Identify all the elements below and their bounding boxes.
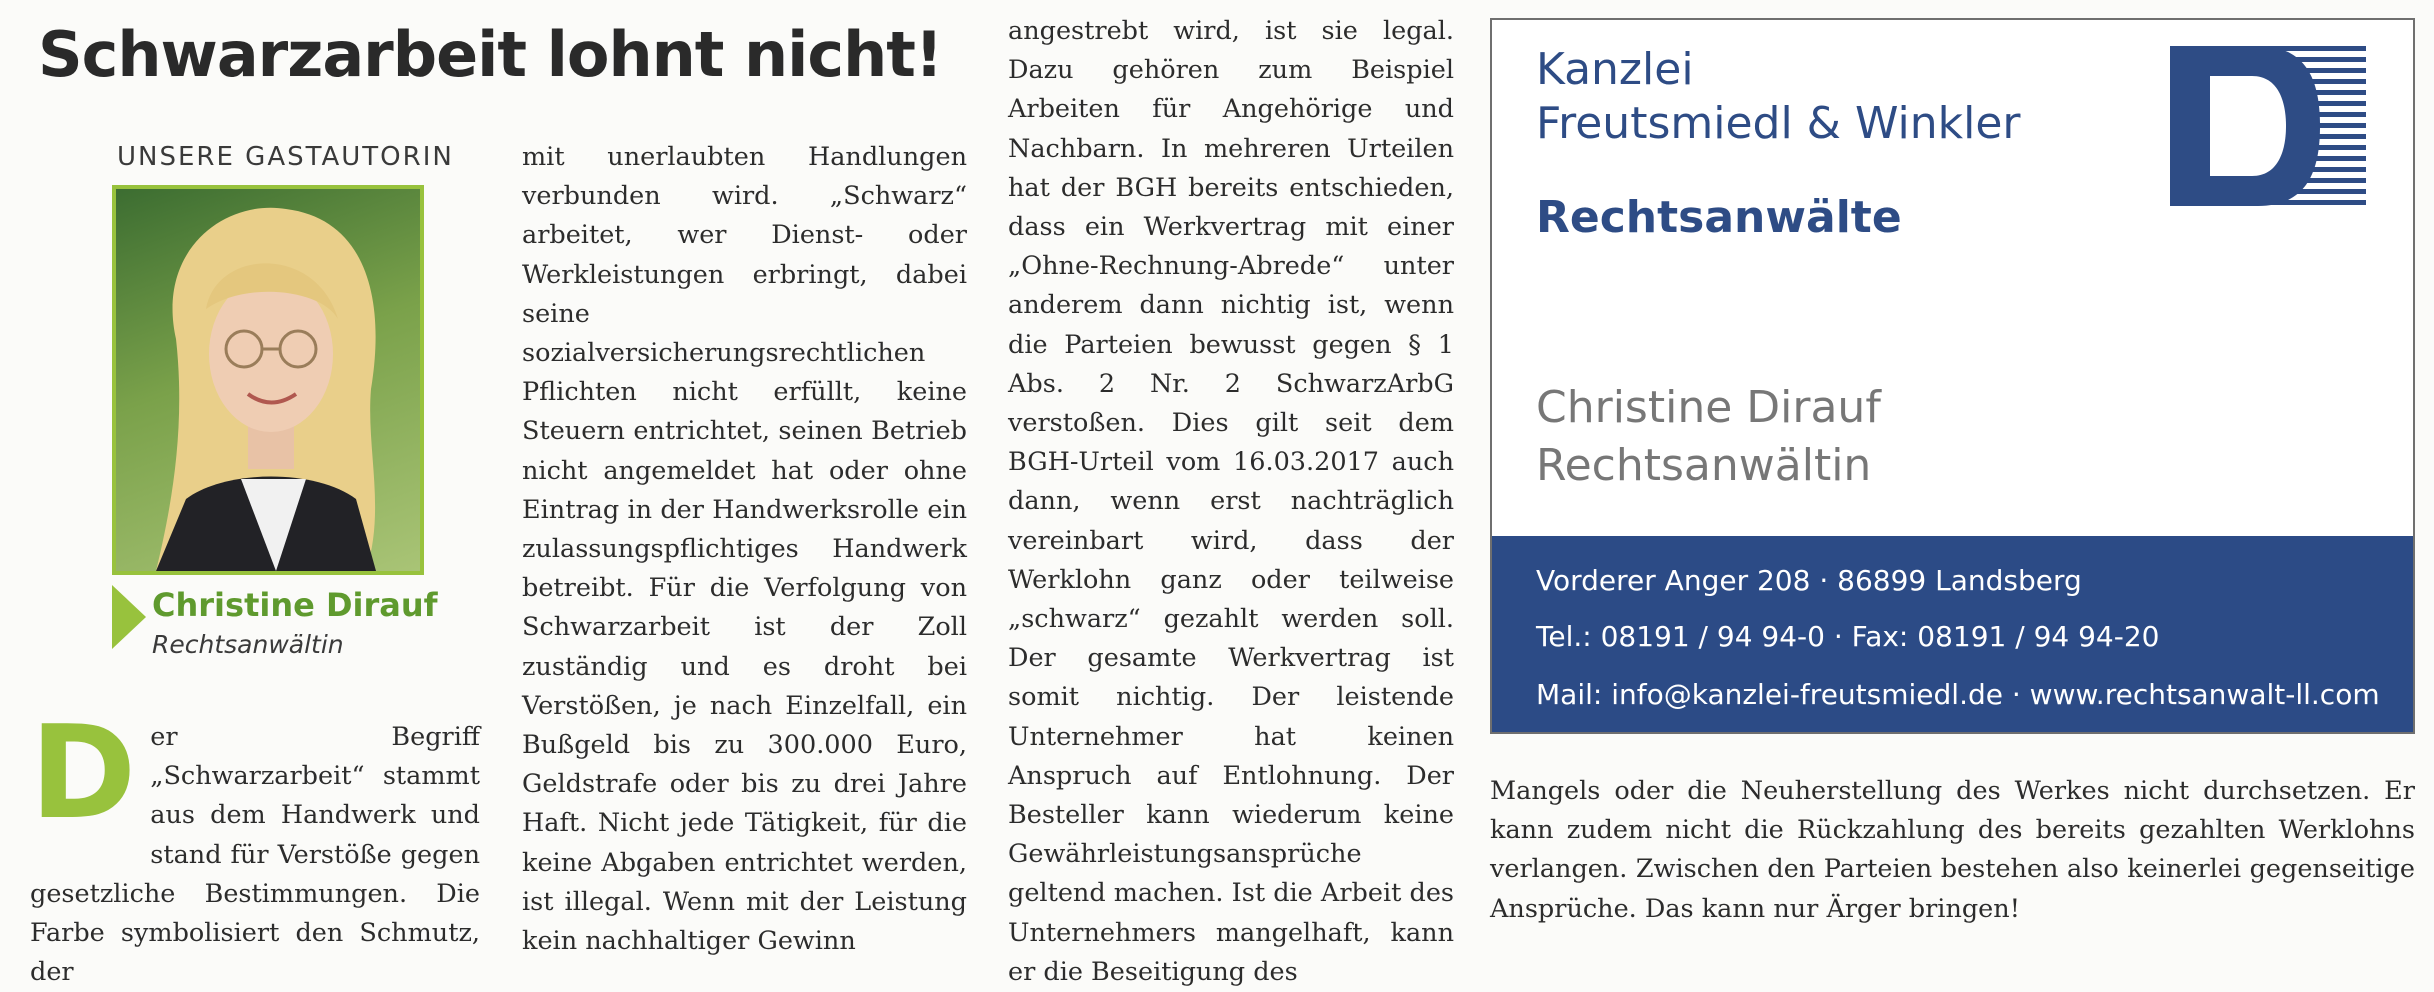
ad-firm-name-line1: Kanzlei (1536, 44, 1694, 95)
column-1-text: er Begriff „Schwarzarbeit“ stammt aus dem Handwerk und stand für Verstöße gegen gesetzliche Bestimmungen. Die Farbe symbolisiert den Schmutz, der (30, 722, 480, 988)
author-role: Rechtsanwältin (152, 630, 344, 659)
author-name: Christine Dirauf (152, 586, 438, 624)
article-column-3: angestrebt wird, ist sie legal. Dazu gehören zum Beispiel Arbeiten für Angehörige und Nachbarn. In mehreren Urteilen hat der BGH bereits entschieden, dass ein Werkvertrag mit einer „Ohne-Rechnung-Abrede“ unter anderem dann nichtig ist, wenn die Parteien bewusst gegen § 1 Abs. 2 Nr. 2 SchwarzArbG verstoßen. Dies gilt seit dem BGH-Urteil vom 16.03.2017 auch dann, wenn erst nachträglich vereinbart wird, dass der Werklohn ganz oder teilweise „schwarz“ gezahlt werden soll. Der gesamte Werkvertrag ist somit nichtig. Der leistende Unternehmer hat keinen Anspruch auf Entlohnung. Der Besteller kann wiederum keine Gewährleistungsansprüche geltend machen. Ist die Arbeit des Unternehmers mangelhaft, kann er die Beseitigung des (1008, 16, 1454, 987)
article-column-4: Mangels oder die Neuherstellung des Werkes nicht durchsetzen. Er kann zudem nicht die Rückzahlung des bereits gezahlten Werklohns verlangen. Zwischen den Parteien bestehen also keinerlei gegenseitige Ansprüche. Das kann nur Ärger bringen! (1490, 776, 2415, 924)
law-firm-logo-icon (2170, 46, 2366, 206)
law-firm-advertisement (1490, 18, 2415, 734)
caption-arrow-icon (112, 585, 146, 649)
ad-person-title: Rechtsanwältin (1536, 440, 1872, 491)
ad-phone-fax: Tel.: 08191 / 94 94-0 · Fax: 08191 / 94 94-20 (1536, 620, 2160, 653)
ad-contact-band (1492, 536, 2413, 734)
article-headline: Schwarzarbeit lohnt nicht! (38, 18, 943, 91)
ad-profession: Rechtsanwälte (1536, 192, 1902, 243)
article-column-2: mit unerlaubten Handlungen verbunden wird. „Schwarz“ arbeitet, wer Dienst- oder Werkleistungen erbringt, dabei seine sozialversicherungsrechtlichen Pflichten nicht erfüllt, keine Steuern entrichtet, seinen Betrieb nicht angemeldet hat oder ohne Eintrag in der Handwerksrolle ein zulassungspflichtiges Handwerk betreibt. Für die Verfolgung von Schwarzarbeit ist der Zoll zuständig und es droht bei Verstößen, je nach Einzelfall, ein Bußgeld bis zu 300.000 Euro, Geldstrafe oder bis zu drei Jahre Haft. Nicht jede Tätigkeit, für die keine Abgaben entrichtet werden, ist illegal. Wenn mit der Leistung kein nachhaltiger Gewinn (522, 142, 967, 957)
ad-address: Vorderer Anger 208 · 86899 Landsberg (1536, 564, 2082, 597)
author-photo (112, 185, 424, 575)
ad-person-name: Christine Dirauf (1536, 382, 1881, 433)
ad-mail-web: Mail: info@kanzlei-freutsmiedl.de · www.rechtsanwalt-ll.com (1536, 678, 2380, 711)
ad-firm-name-line2: Freutsmiedl & Winkler (1536, 98, 2021, 149)
article-column-1 (30, 699, 480, 992)
guest-author-kicker: UNSERE GASTAUTORIN (117, 142, 454, 172)
drop-cap: D (30, 699, 137, 848)
author-portrait-image (116, 189, 420, 571)
